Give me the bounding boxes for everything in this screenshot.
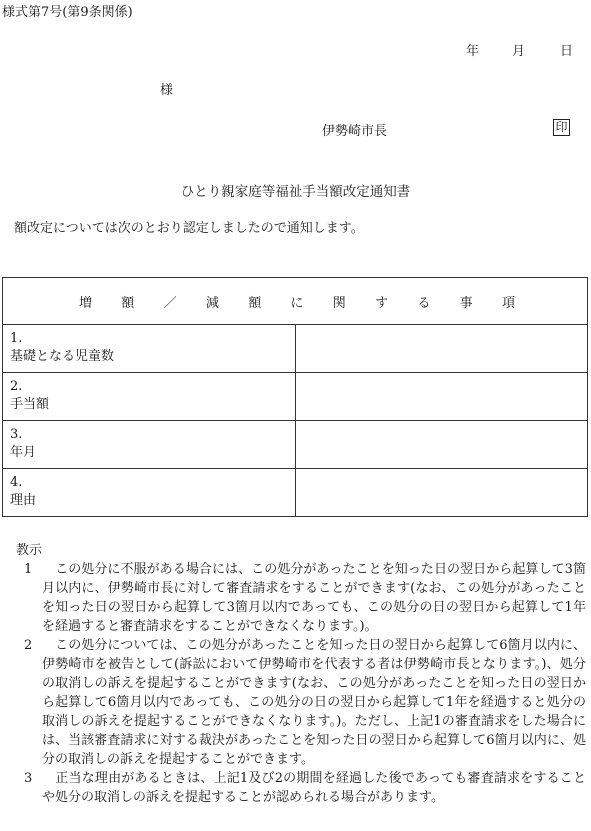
table-row xyxy=(3,373,588,421)
date-year: 年 xyxy=(466,44,480,59)
table-header-char: 関 xyxy=(332,295,346,311)
document-title: ひとり親家庭等福祉手当額改定通知書 xyxy=(180,184,411,200)
row-label: 基礎となる児童数 xyxy=(10,349,115,364)
row-value-cell xyxy=(295,325,588,373)
date-day: 日 xyxy=(560,44,574,59)
intro-text: 額改定については次のとおり認定しましたので通知します。 xyxy=(14,221,364,236)
notice-item-number: 2 xyxy=(24,638,33,653)
table-row xyxy=(3,325,588,373)
notice-item-number: 1 xyxy=(24,562,33,577)
row-value-cell xyxy=(295,469,588,517)
table-header-char: 増 xyxy=(79,295,93,311)
notice-item-text: この処分に不服がある場合には、この処分があったことを知った日の翌日から起算して3箇月以内に、伊勢崎市長に対して審査請求をすることができます(なお、この処分があったことを知った日の翌日から起算して3箇月以内であっても、この処分の日の翌日から起算して1年を経過すると審査請求をすることができなくなります。)。 xyxy=(42,562,586,634)
table-header-char: 事 xyxy=(459,295,473,311)
notice-item-text: この処分については、この処分があったことを知った日の翌日から起算して6箇月以内に、伊勢崎市を被告として(訴訟において伊勢崎市を代表する者は伊勢崎市長となります。)、処分の取消しの訴えを提起することができます(なお、この処分があったことを知った日の翌日から起算して6箇月以内であっても、この処分の日の翌日から起算して1年を経過すると処分の取消しの訴えを提起することができなくなります。)。ただし、上記1の審査請求をした場合には、当該審査請求に対する裁決があったことを知った日の翌日から起算して6箇月以内に、処分の取消しの訴えを提起することができます。 xyxy=(42,638,586,767)
notice-item-number: 3 xyxy=(24,771,33,786)
row-value-cell xyxy=(295,421,588,469)
notice-item xyxy=(16,636,586,769)
seal-stamp: 印 xyxy=(553,119,570,136)
row-label-cell xyxy=(3,421,296,469)
date-month: 月 xyxy=(512,44,526,59)
row-label-cell xyxy=(3,373,296,421)
table-header-char: 額 xyxy=(248,295,262,311)
issuer-name: 伊勢崎市長 xyxy=(322,124,388,139)
notice-heading: 教示 xyxy=(16,543,43,558)
notice-item-text: 正当な理由があるときは、上記1及び2の期間を経過した後であっても審査請求をすることや処分の取消しの訴えを提起することが認められる場合があります。 xyxy=(42,771,586,805)
row-label-cell xyxy=(3,469,296,517)
row-label: 年月 xyxy=(10,445,37,460)
table-header-text xyxy=(3,292,587,311)
table-header-char: に xyxy=(290,295,304,311)
date-line xyxy=(466,40,573,59)
table-header-row xyxy=(3,278,588,325)
addressee-suffix: 様 xyxy=(160,83,174,98)
table-header xyxy=(3,278,588,325)
table-header-char: ／ xyxy=(163,295,177,311)
row-value-cell xyxy=(295,373,588,421)
table-header-char: す xyxy=(375,295,389,311)
matters-table xyxy=(2,277,588,517)
row-label: 手当額 xyxy=(10,397,50,412)
row-number: 3. xyxy=(10,427,23,442)
table-row xyxy=(3,469,588,517)
form-number-label: 様式第7号(第9条関係) xyxy=(2,5,133,20)
notice-item xyxy=(16,769,586,807)
table-header-char: 額 xyxy=(121,295,135,311)
notice-item xyxy=(16,560,586,636)
table-header-char: 項 xyxy=(501,295,515,311)
table-header-char: る xyxy=(417,295,431,311)
notice-section xyxy=(16,541,586,807)
row-number: 2. xyxy=(10,379,23,394)
table-row xyxy=(3,421,588,469)
row-label-cell xyxy=(3,325,296,373)
row-number: 1. xyxy=(10,331,23,346)
row-label: 理由 xyxy=(10,493,37,508)
row-number: 4. xyxy=(10,475,23,490)
table-header-char: 減 xyxy=(205,295,219,311)
